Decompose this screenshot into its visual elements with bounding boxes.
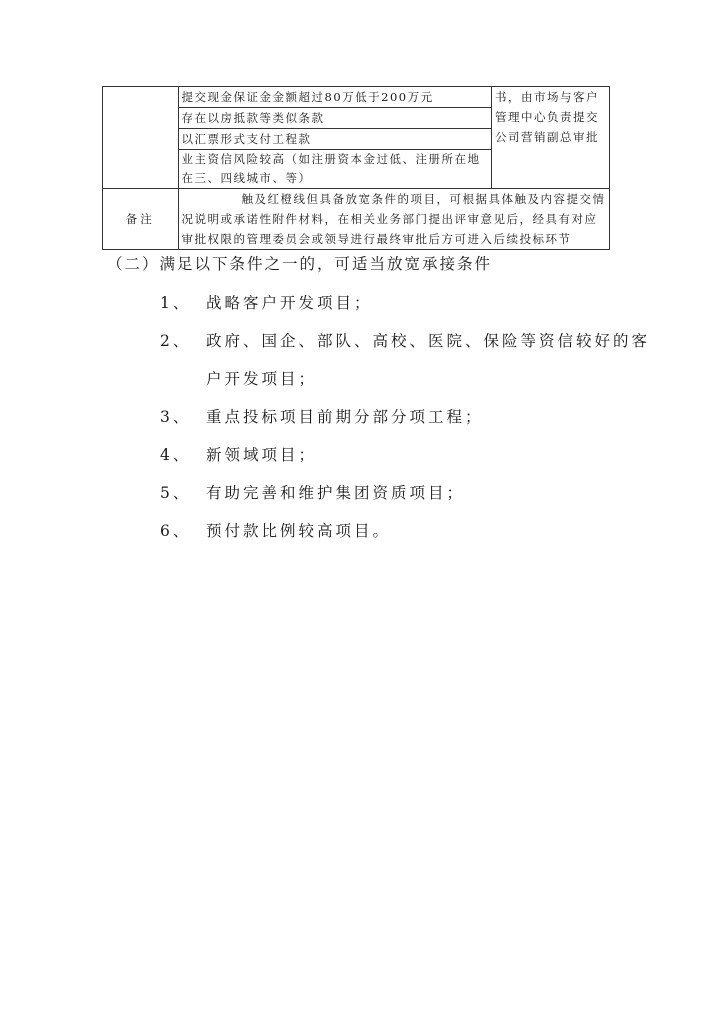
remark-text-cell bbox=[178, 189, 609, 250]
list-number: 5、 bbox=[160, 484, 192, 502]
list-item-continuation bbox=[0, 367, 724, 391]
list-number: 1、 bbox=[160, 294, 192, 312]
list-number: 6、 bbox=[160, 522, 192, 540]
list-text: 预付款比例较高项目。 bbox=[206, 522, 392, 540]
list-number: 3、 bbox=[160, 408, 192, 426]
list-number: 2、 bbox=[160, 332, 192, 350]
list-item bbox=[0, 443, 724, 467]
table-row bbox=[103, 189, 610, 250]
approval-note-cell: 书，由市场与客户管理中心负责提交公司营销副总审批 bbox=[492, 87, 610, 189]
list-item bbox=[0, 519, 724, 543]
condition-cell: 业主资信风险较高（如注册资本金过低、注册所在地在三、四线城市、等） bbox=[178, 150, 492, 189]
list-item bbox=[0, 291, 724, 315]
list-item bbox=[0, 405, 724, 429]
condition-cell: 提交现金保证金金额超过80万低于200万元 bbox=[178, 87, 492, 108]
list-item bbox=[0, 481, 724, 505]
list-item bbox=[0, 329, 724, 353]
table-row bbox=[103, 87, 610, 108]
remark-text: 触及红橙线但具备放宽条件的项目，可根据具体触及内容提交情况说明或承诺性附件材料，在相关业务部门提出评审意见后，经具有对应审批权限的管理委员会或领导进行最终审批后方可进入后续投标环节 bbox=[181, 192, 606, 246]
list-text: 新领域项目； bbox=[206, 446, 318, 464]
remark-label: 备注 bbox=[103, 189, 179, 250]
list-text: 有助完善和维护集团资质项目； bbox=[206, 484, 466, 502]
approval-conditions-table bbox=[102, 86, 610, 250]
list-number: 4、 bbox=[160, 446, 192, 464]
list-text: 重点投标项目前期分部分项工程； bbox=[206, 408, 484, 426]
condition-cell: 存在以房抵款等类似条款 bbox=[178, 108, 492, 129]
list-text: 政府、国企、部队、高校、医院、保险等资信较好的客 bbox=[206, 332, 651, 350]
list-text: 战略客户开发项目； bbox=[206, 294, 373, 312]
section-heading: （二）满足以下条件之一的，可适当放宽承接条件 bbox=[107, 255, 493, 273]
empty-label-cell bbox=[103, 87, 179, 189]
condition-cell: 以汇票形式支付工程款 bbox=[178, 129, 492, 150]
list-text: 户开发项目； bbox=[206, 370, 318, 388]
